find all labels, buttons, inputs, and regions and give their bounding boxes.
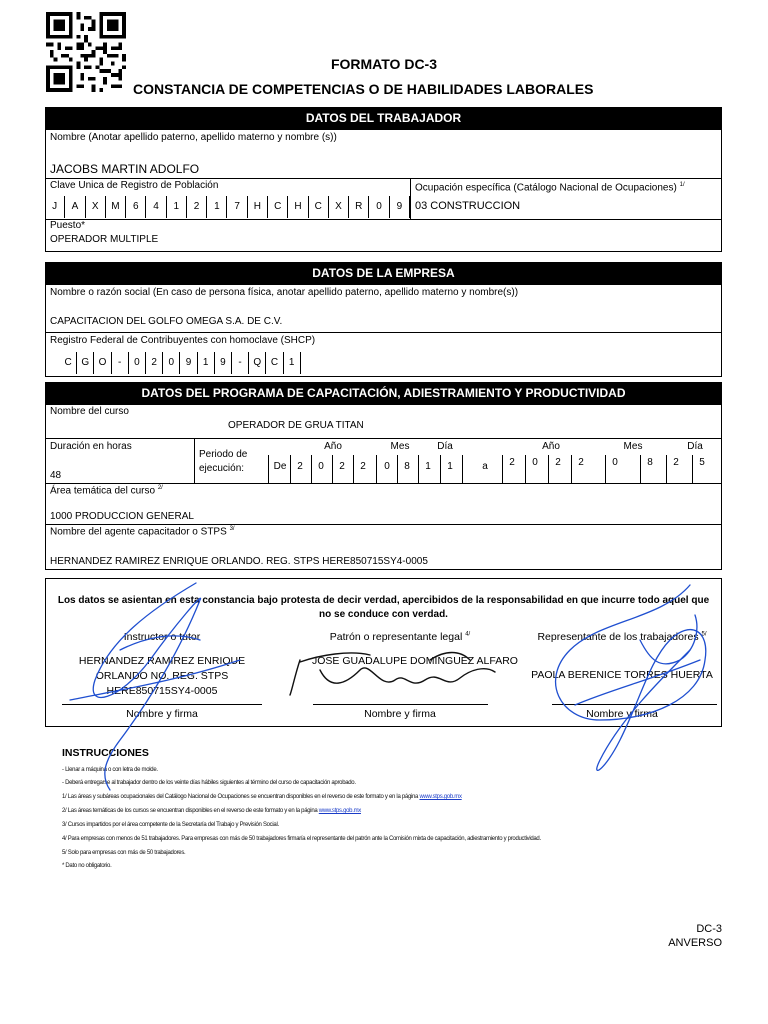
position-label: Puesto* <box>50 220 86 231</box>
start-date-digit: 1 <box>425 461 431 472</box>
grid-line <box>640 455 641 483</box>
curp-char: M <box>106 196 126 218</box>
curp-char: R <box>349 196 369 218</box>
area-value: 1000 PRODUCCION GENERAL <box>50 511 194 522</box>
worker-name-value: JACOBS MARTIN ADOLFO <box>50 162 200 176</box>
qr-code-icon <box>46 11 126 93</box>
instructor-name-3: HERE850715SY4-0005 <box>106 685 218 697</box>
rfc-char: G <box>77 352 94 374</box>
instruction-line: - Deberá entregarse al trabajador dentro de los veinte días hábiles siguientes al término del curso de capacitación aprobado. <box>62 780 356 786</box>
worker-section-header: DATOS DEL TRABAJADOR <box>45 107 722 129</box>
instruction-line: 4/ Para empresas con menos de 51 trabajadores. Para empresas con más de 50 trabajadores firmaría el representante del patrón ante la Comisión mixta de capacitación, adiestramiento y productividad. <box>62 836 541 842</box>
end-date-digit: 8 <box>647 457 653 468</box>
rfc-char: 1 <box>198 352 215 374</box>
start-date-digit: 2 <box>339 461 345 472</box>
from-label: De <box>273 461 287 472</box>
start-date-digit: 2 <box>360 461 366 472</box>
declaration-line-2: no se conduce con verdad. <box>319 609 448 620</box>
rfc-char: 9 <box>180 352 197 374</box>
end-date-digit: 0 <box>612 457 618 468</box>
company-name-value: CAPACITACION DEL GOLFO OMEGA S.A. DE C.V. <box>50 316 283 327</box>
grid-line <box>353 455 354 483</box>
curp-char: 9 <box>390 196 410 218</box>
start-date-digit: 1 <box>447 461 453 472</box>
end-date-digit: 2 <box>673 457 679 468</box>
company-section-header: DATOS DE LA EMPRESA <box>45 262 722 284</box>
curp-char: 2 <box>187 196 207 218</box>
agent-value: HERNANDEZ RAMIREZ ENRIQUE ORLANDO. REG. STPS HERE850715SY4-0005 <box>50 556 428 567</box>
grid-line <box>666 455 667 483</box>
end-day-label: Día <box>687 441 703 452</box>
grid-line <box>418 455 419 483</box>
format-title: FORMATO DC-3 <box>330 56 438 72</box>
instruction-line: 1/ Las áreas y subáreas ocupacionales del Catálogo Nacional de Ocupaciones se encuentran disponibles en el reverso de este formato y en la página www.stps.gob.mx <box>62 794 462 800</box>
start-date-digit: 8 <box>404 461 410 472</box>
rfc-char: Q <box>249 352 266 374</box>
occupation-value: 03 CONSTRUCCION <box>415 200 521 212</box>
grid-line <box>571 455 572 483</box>
curp-char: 0 <box>369 196 389 218</box>
position-value: OPERADOR MULTIPLE <box>50 234 159 245</box>
curp-char: 1 <box>167 196 187 218</box>
agent-label: Nombre del agente capacitador o STPS $^{3/}$ <box>50 526 235 538</box>
stps-link[interactable]: www.stps.gob.mx <box>419 794 462 800</box>
instruction-line: 2/ Las áreas temáticas de los cursos se encuentran disponibles en el reverso de este formato y en la página www.stps.gob.mx <box>62 808 361 814</box>
program-section-header: DATOS DEL PROGRAMA DE CAPACITACIÓN, ADIESTRAMIENTO Y PRODUCTIVIDAD <box>45 382 722 404</box>
instructions-title: INSTRUCCIONES <box>62 747 149 759</box>
grid-line <box>692 455 693 483</box>
workers-rep-sign-label: Nombre y firma <box>586 708 658 720</box>
curp-char: C <box>268 196 288 218</box>
employer-label: Patrón o representante legal $^{4/}$ <box>329 631 471 643</box>
rfc-label: Registro Federal de Contribuyentes con homoclave (SHCP) <box>50 335 316 346</box>
rfc-char: 0 <box>129 352 146 374</box>
period-label-2: ejecución: <box>199 463 245 474</box>
instructor-name-2: ORLANDO NO. REG. STPS <box>95 670 229 682</box>
start-year-label: Año <box>324 441 342 452</box>
start-date-digit: 2 <box>297 461 303 472</box>
employer-name: JOSE GUADALUPE DOMINGUEZ ALFARO <box>312 655 518 667</box>
instructor-sign-label: Nombre y firma <box>126 708 198 720</box>
grid-line <box>268 455 269 483</box>
rfc-char: O <box>94 352 111 374</box>
duration-value: 48 <box>50 470 62 481</box>
instructor-label: Instructor o tutor <box>123 631 201 643</box>
rfc-char: 1 <box>284 352 301 374</box>
curp-char: A <box>65 196 85 218</box>
rfc-char: C <box>60 352 77 374</box>
instruction-line: 5/ Solo para empresas con más de 50 trabajadores. <box>62 850 186 856</box>
course-value: OPERADOR DE GRUA TITAN <box>228 420 364 431</box>
grid-line <box>311 455 312 483</box>
course-label: Nombre del curso <box>50 406 129 417</box>
curp-char: 1 <box>207 196 227 218</box>
grid-line <box>462 455 463 483</box>
area-label: Área temática del curso $^{2/}$ <box>50 485 163 497</box>
rfc-char: 2 <box>146 352 163 374</box>
rfc-char: - <box>112 352 129 374</box>
employer-sign-label: Nombre y firma <box>364 708 436 720</box>
rfc-char: C <box>266 352 283 374</box>
footer-side: ANVERSO <box>668 937 722 949</box>
workers-rep-label: Representante de los trabajadores $^{5/}$ <box>537 631 707 643</box>
rfc-char: 0 <box>163 352 180 374</box>
grid-line <box>440 455 441 483</box>
rfc-char: 9 <box>215 352 232 374</box>
footer-code: DC-3 <box>696 923 722 935</box>
instruction-line: - Llenar a máquina o con letra de molde. <box>62 767 158 773</box>
end-date-digit: 0 <box>532 457 538 468</box>
grid-line <box>548 455 549 483</box>
grid-line <box>605 455 606 483</box>
start-day-label: Día <box>437 441 453 452</box>
instructor-name-1: HERNANDEZ RAMIREZ ENRIQUE <box>78 655 246 667</box>
start-date-digit: 0 <box>384 461 390 472</box>
end-year-label: Año <box>542 441 560 452</box>
start-date-digit: 0 <box>318 461 324 472</box>
end-date-digit: 2 <box>578 457 584 468</box>
rfc-char: - <box>232 352 249 374</box>
grid-line <box>332 455 333 483</box>
end-month-label: Mes <box>623 441 643 452</box>
grid-line <box>376 455 377 483</box>
instruction-line: * Dato no obligatorio. <box>62 863 112 869</box>
period-label-1: Periodo de <box>199 449 248 460</box>
end-date-digit: 5 <box>699 457 705 468</box>
end-date-digit: 2 <box>555 457 561 468</box>
curp-char: X <box>329 196 349 218</box>
curp-char: 6 <box>126 196 146 218</box>
grid-line <box>290 455 291 483</box>
start-month-label: Mes <box>390 441 410 452</box>
curp-char: X <box>86 196 106 218</box>
stps-link[interactable]: www.stps.gob.mx <box>318 808 361 814</box>
duration-label: Duración en horas <box>50 441 132 452</box>
occupation-label: Ocupación específica (Catálogo Nacional de Ocupaciones) $^{1/}$ <box>415 182 685 194</box>
instruction-line: 3/ Cursos impartidos por el área competente de la Secretaría del Trabajo y Previsión Social. <box>62 822 279 828</box>
curp-char: 7 <box>228 196 248 218</box>
curp-char: C <box>309 196 329 218</box>
to-label: a <box>482 461 488 472</box>
curp-char: H <box>288 196 308 218</box>
end-date-digit: 2 <box>509 457 515 468</box>
curp-char: 4 <box>146 196 166 218</box>
document-title: CONSTANCIA DE COMPETENCIAS O DE HABILIDADES LABORALES <box>133 81 594 97</box>
grid-line <box>397 455 398 483</box>
curp-char: H <box>248 196 268 218</box>
grid-line <box>502 455 503 483</box>
worker-name-label: Nombre (Anotar apellido paterno, apellido materno y nombre (s)) <box>50 132 337 143</box>
curp-char: J <box>45 196 65 218</box>
company-name-label: Nombre o razón social (En caso de persona física, anotar apellido paterno, apellido materno y nombre(s)) <box>50 287 519 298</box>
workers-rep-name: PAOLA BERENICE TORRES HUERTA <box>531 669 713 681</box>
curp-label: Clave Unica de Registro de Población <box>50 180 219 191</box>
declaration-line-1: Los datos se asientan en esta constancia bajo protesta de decir verdad, apercibidos de la responsabilidad en que incurre todo aquel que <box>57 595 710 606</box>
grid-line <box>525 455 526 483</box>
